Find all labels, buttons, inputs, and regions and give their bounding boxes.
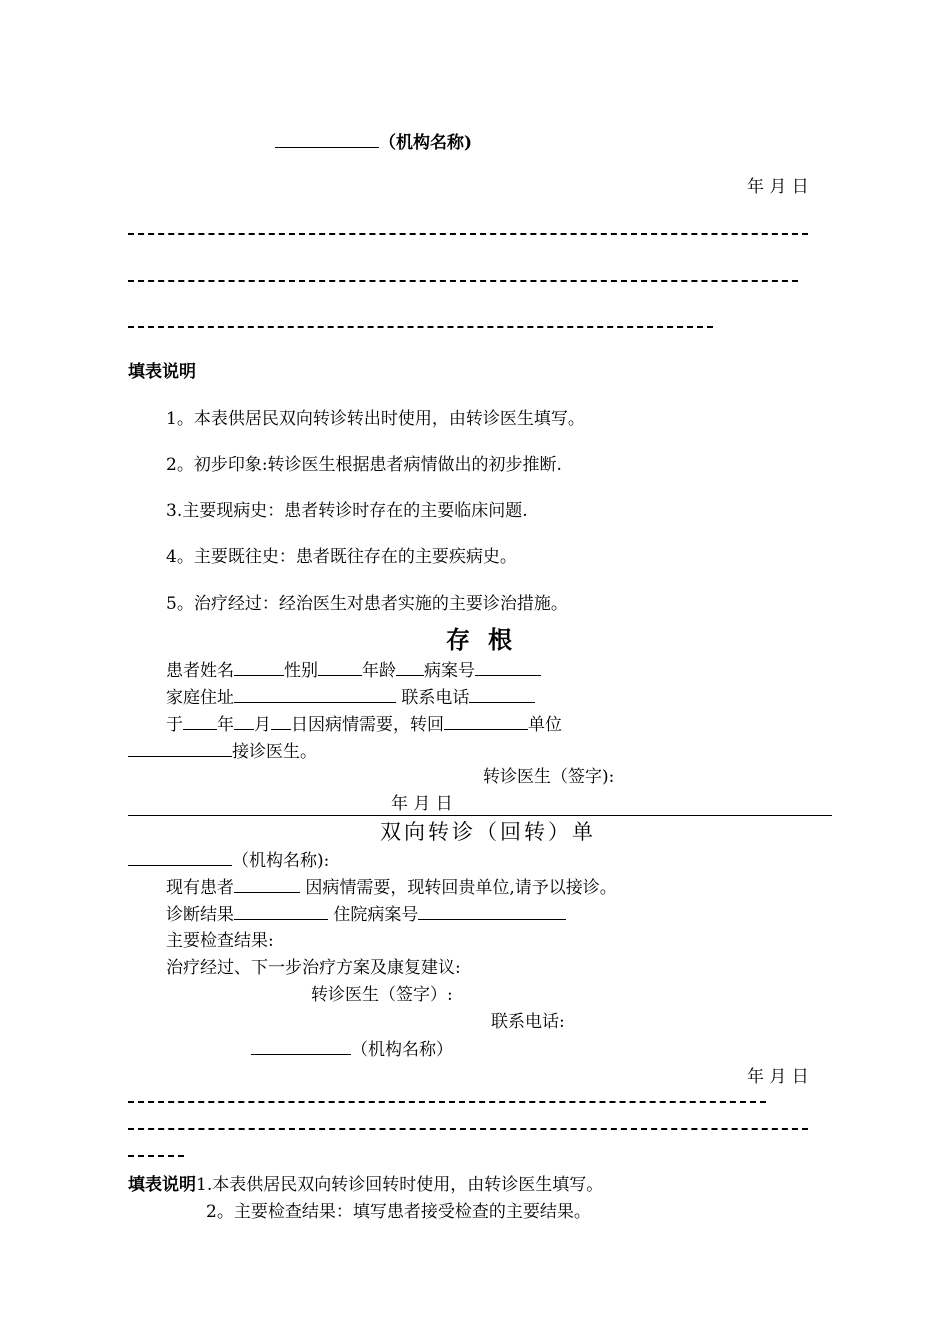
- fill-line-1[interactable]: [128, 233, 808, 235]
- stub-signature: 转诊医生（签字):: [483, 767, 615, 787]
- return-org-line-2: [251, 1038, 453, 1061]
- return-org-field-2[interactable]: [251, 1038, 351, 1055]
- return-phone: 联系电话:: [491, 1012, 565, 1032]
- exam-label: 主要检查结果:: [166, 931, 274, 951]
- sex-label: 性别: [284, 661, 318, 681]
- stub-row-receiver: [128, 740, 317, 763]
- reason-text: 日因病情需要，转回: [291, 715, 444, 735]
- fill-line-2[interactable]: [128, 280, 798, 282]
- fill-line-6[interactable]: [128, 1155, 184, 1157]
- inpatient-label: 住院病案号: [333, 905, 419, 925]
- name-label: 患者姓名: [166, 661, 234, 681]
- case-label: 病案号: [424, 661, 475, 681]
- case-field[interactable]: [475, 659, 541, 676]
- patient-suffix: 因病情需要，现转回贵单位,请予以接诊。: [305, 878, 617, 898]
- org-name-line: [275, 131, 472, 154]
- receiver-text: 接诊医生。: [232, 742, 317, 762]
- instructions2-line1: [128, 1174, 603, 1196]
- divider-line: [128, 815, 832, 816]
- sex-field[interactable]: [318, 659, 362, 676]
- fill-line-4[interactable]: [128, 1101, 766, 1103]
- month-text: 月: [254, 715, 271, 735]
- age-field[interactable]: [396, 659, 424, 676]
- return-patient-field[interactable]: [234, 876, 300, 893]
- fill-line-5[interactable]: [128, 1128, 808, 1130]
- top-date: 年 月 日: [747, 177, 809, 197]
- phone-label: 联系电话: [401, 688, 470, 708]
- diagnosis-field[interactable]: [234, 903, 328, 920]
- stub-title: 存根: [446, 625, 530, 654]
- return-org-label-2: （机构名称）: [351, 1040, 453, 1060]
- return-org-field[interactable]: [128, 849, 232, 866]
- unit-text: 单位: [528, 715, 562, 735]
- return-signature: 转诊医生（签字）:: [311, 985, 453, 1005]
- month-field[interactable]: [234, 713, 254, 730]
- return-diagnosis-line: [166, 903, 566, 926]
- stub-date: 年 月 日: [391, 794, 453, 814]
- unit-field[interactable]: [444, 713, 528, 730]
- stub-row-address: [166, 686, 535, 709]
- instructions2-heading: 填表说明: [128, 1175, 196, 1195]
- org-name-label: （机构名称): [379, 133, 473, 153]
- fill-line-3[interactable]: [128, 326, 713, 328]
- inpatient-field[interactable]: [418, 903, 566, 920]
- stub-row-date: [166, 713, 562, 736]
- stub-row-patient: [166, 659, 541, 682]
- address-label: 家庭住址: [166, 688, 234, 708]
- instruction-item: 4。主要既往史：患者既往存在的主要疾病史。: [166, 547, 517, 567]
- year-field[interactable]: [183, 713, 217, 730]
- org-name-blank[interactable]: [275, 131, 379, 148]
- return-org-label: （机构名称):: [232, 851, 330, 871]
- day-field[interactable]: [271, 713, 291, 730]
- return-form-title: 双向转诊（回转）单: [380, 820, 596, 844]
- instructions2-item: 1.本表供居民双向转诊回转时使用，由转诊医生填写。: [196, 1175, 604, 1195]
- year-text: 年: [217, 715, 234, 735]
- patient-prefix: 现有患者: [166, 878, 234, 898]
- receiver-field[interactable]: [128, 740, 232, 757]
- return-org-line: [128, 849, 329, 872]
- return-date: 年 月 日: [747, 1067, 809, 1087]
- instructions2-item: 2。主要检查结果：填写患者接受检查的主要结果。: [206, 1202, 591, 1222]
- instruction-item: 2。初步印象:转诊医生根据患者病情做出的初步推断.: [166, 455, 562, 475]
- instructions-heading: 填表说明: [128, 362, 196, 382]
- phone-field[interactable]: [469, 686, 535, 703]
- instruction-item: 5。治疗经过：经治医生对患者实施的主要诊治措施。: [166, 594, 568, 614]
- return-patient-line: [166, 876, 617, 899]
- treatment-label: 治疗经过、下一步治疗方案及康复建议:: [166, 958, 461, 978]
- instruction-item: 1。本表供居民双向转诊转出时使用，由转诊医生填写。: [166, 409, 585, 429]
- yu-text: 于: [166, 715, 183, 735]
- address-field[interactable]: [234, 686, 396, 703]
- name-field[interactable]: [234, 659, 284, 676]
- instruction-item: 3.主要现病史：患者转诊时存在的主要临床问题.: [166, 501, 528, 521]
- diagnosis-label: 诊断结果: [166, 905, 234, 925]
- age-label: 年龄: [362, 661, 396, 681]
